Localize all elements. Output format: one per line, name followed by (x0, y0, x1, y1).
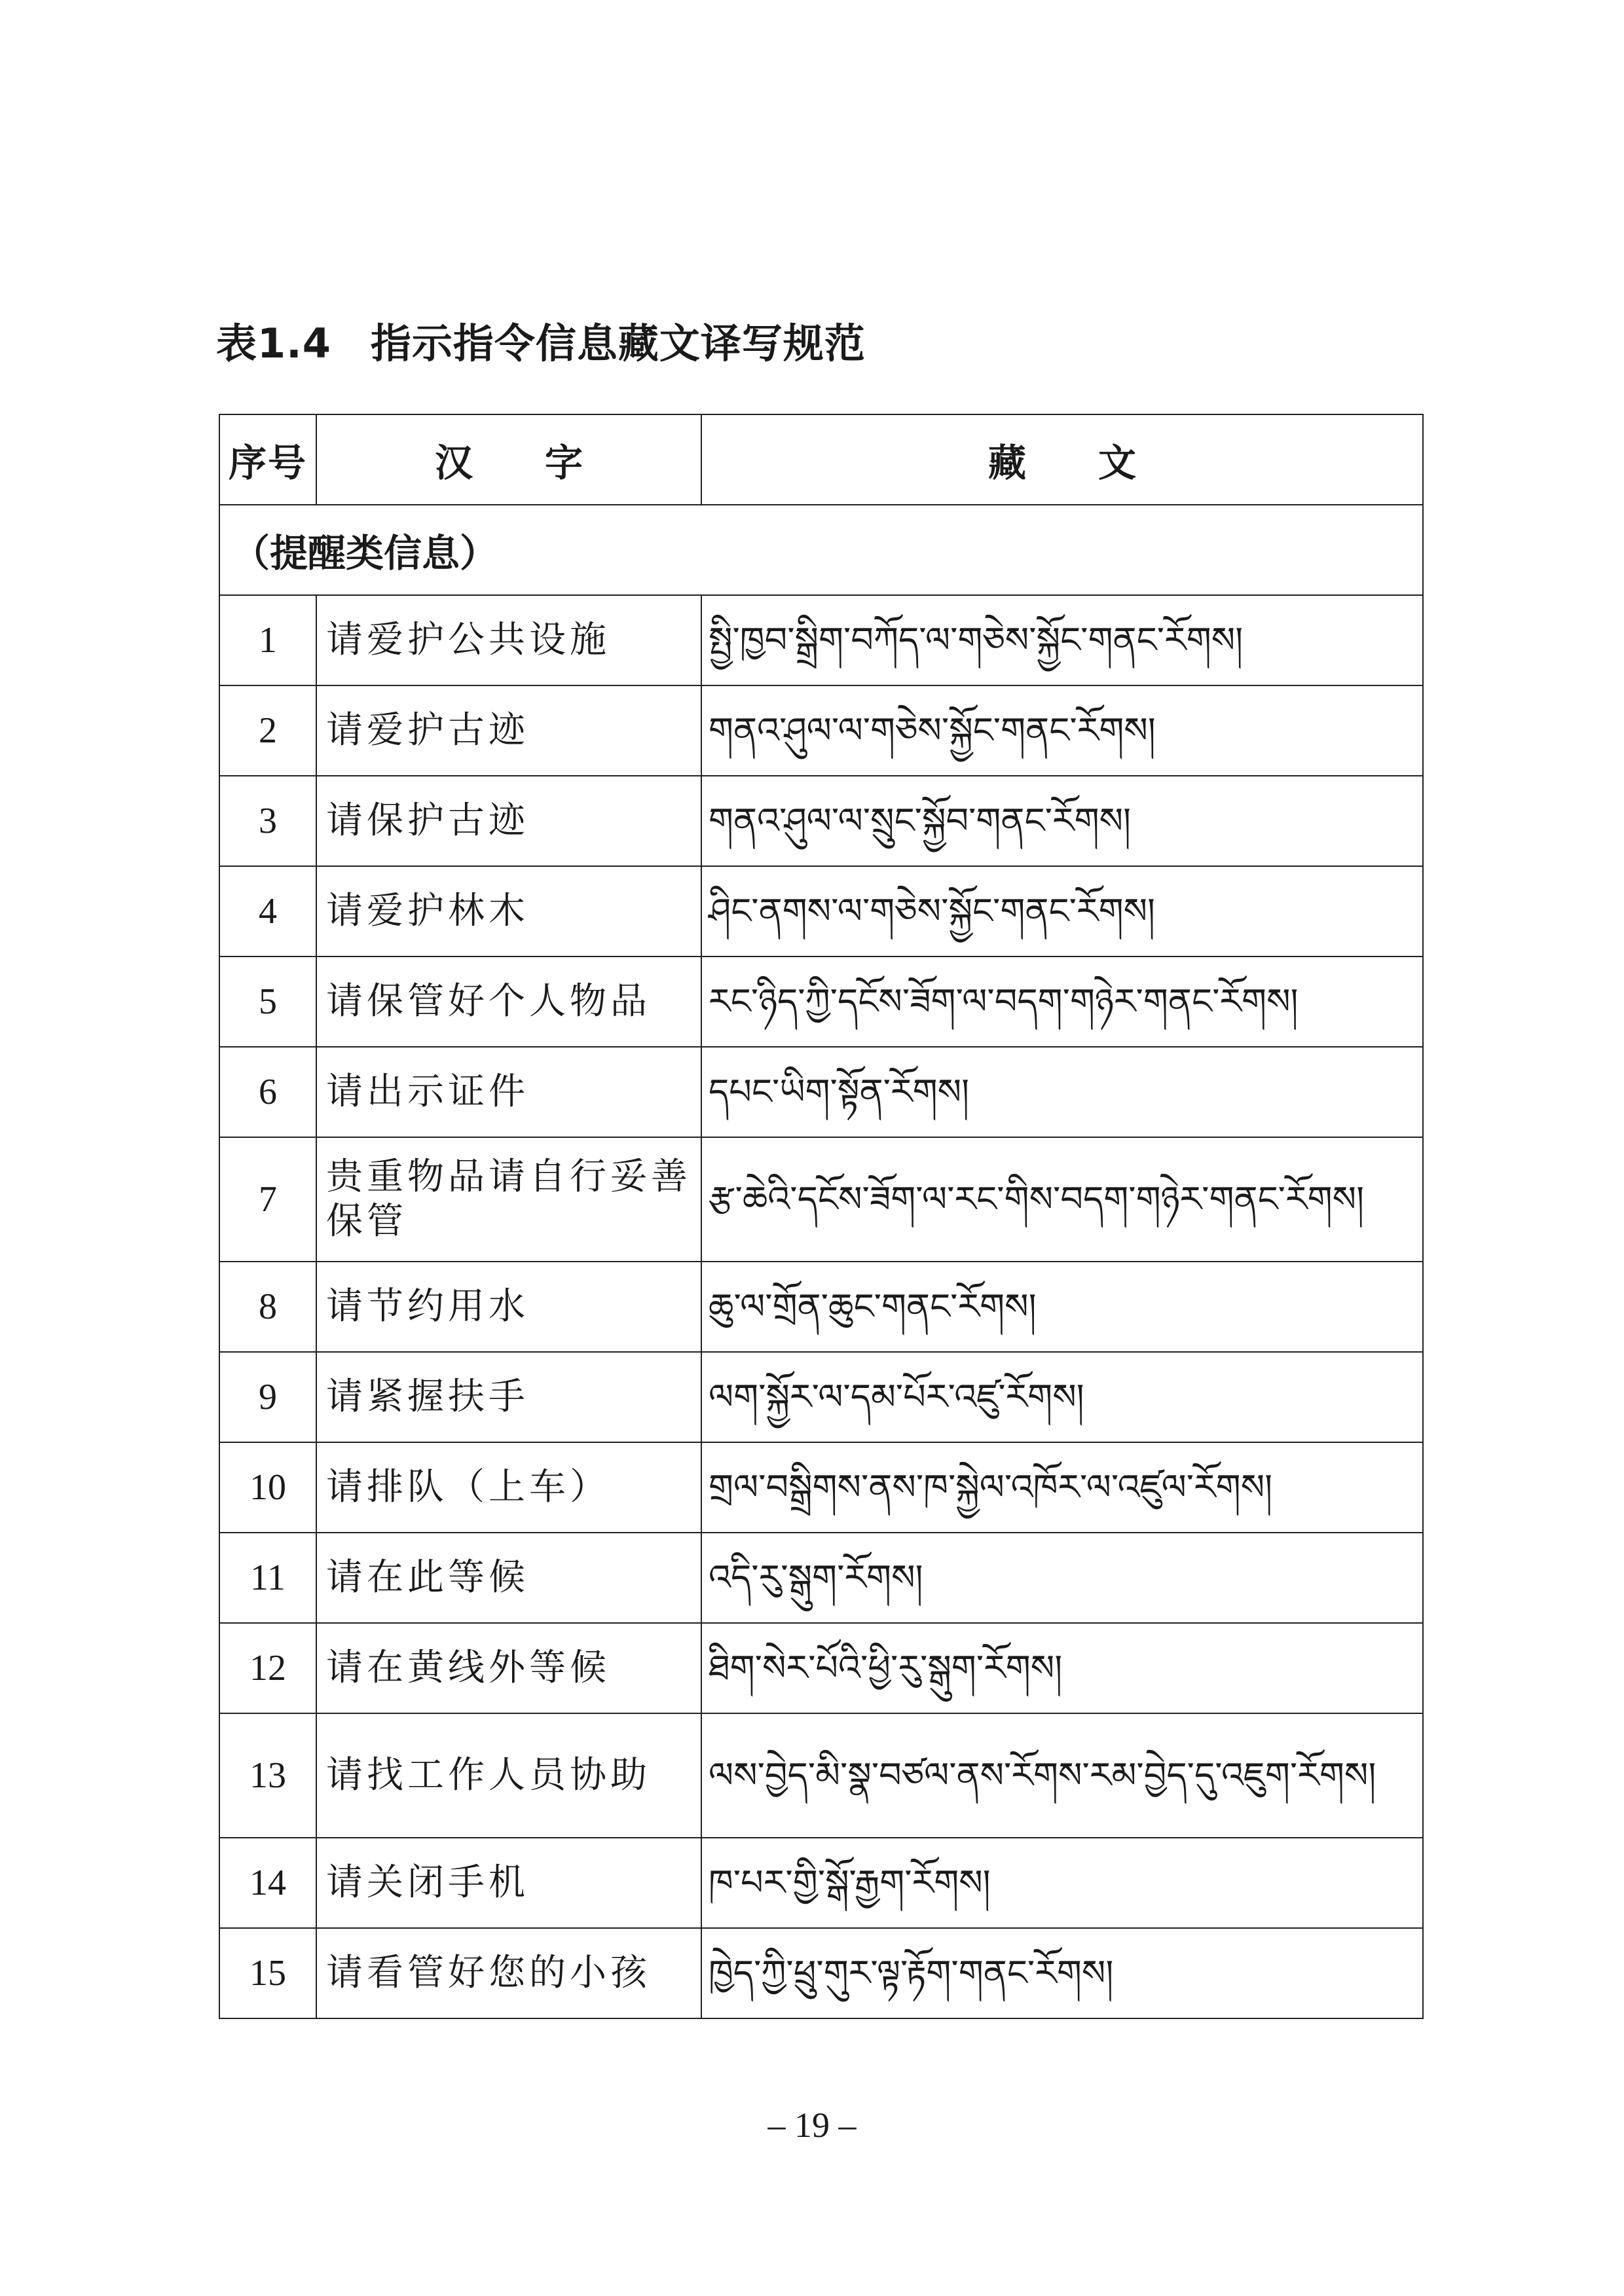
table-row (219, 1623, 1423, 1713)
chinese-text: 请关闭手机 (316, 1838, 701, 1928)
table-row (219, 1928, 1423, 2018)
table-title: 指示指令信息藏文译写规范 (370, 319, 866, 367)
tibetan-text: ལས་བྱེད་མི་སྣ་བཙལ་ནས་རོགས་རམ་བྱེད་དུ་འཇུག་རོགས། (701, 1713, 1423, 1838)
chinese-text: 请看管好您的小孩 (316, 1928, 701, 2018)
chinese-text: 贵重物品请自行妥善保管 (316, 1137, 701, 1262)
tibetan-text: གནའ་ཤུལ་ལ་སྲུང་སྐྱོབ་གནང་རོགས། (701, 776, 1423, 866)
header-number: 序号 (219, 414, 316, 505)
row-number: 10 (219, 1442, 316, 1533)
table-row (219, 1352, 1423, 1442)
chinese-text: 请找工作人员协助 (316, 1713, 701, 1838)
chinese-text: 请爱护林木 (316, 866, 701, 957)
table-row (219, 1047, 1423, 1137)
row-number: 5 (219, 957, 316, 1047)
table-row (219, 1533, 1423, 1623)
tibetan-text: ཤིང་ནགས་ལ་གཅེས་སྐྱོང་གནང་རོགས། (701, 866, 1423, 957)
chinese-text: 请保管好个人物品 (316, 957, 701, 1047)
header-chinese: 汉字 (316, 414, 701, 505)
tibetan-text: སྤྱི་ཁྱབ་སྒྲིག་བཀོད་ལ་གཅེས་སྐྱོང་གནང་རོགས། (701, 595, 1423, 685)
row-number: 1 (219, 595, 316, 685)
table-row (219, 1442, 1423, 1533)
table-row (219, 1713, 1423, 1838)
tibetan-text: ཁ་པར་གྱི་སྒོ་རྒྱག་རོགས། (701, 1838, 1423, 1928)
chinese-text: 请排队（上车） (316, 1442, 701, 1533)
table-header-row (219, 414, 1423, 505)
tibetan-text: གནའ་ཤུལ་ལ་གཅེས་སྐྱོང་གནང་རོགས། (701, 685, 1423, 776)
row-number: 9 (219, 1352, 316, 1442)
category-label: （提醒类信息） (219, 505, 1423, 595)
table-row (219, 1838, 1423, 1928)
row-number: 8 (219, 1262, 316, 1352)
tibetan-text: ཐིག་སེར་པོའི་ཕྱི་རུ་སྒུག་རོགས། (701, 1623, 1423, 1713)
table-caption (216, 311, 866, 369)
table-row (219, 1262, 1423, 1352)
chinese-text: 请爱护古迹 (316, 685, 701, 776)
table-label: 表1.4 (216, 319, 331, 367)
row-number: 12 (219, 1623, 316, 1713)
chinese-text: 请保护古迹 (316, 776, 701, 866)
chinese-text: 请紧握扶手 (316, 1352, 701, 1442)
tibetan-text: ཆུ་ལ་གྲོན་ཆུང་གནང་རོགས། (701, 1262, 1423, 1352)
chinese-text: 请在此等候 (316, 1533, 701, 1623)
chinese-text: 请爱护公共设施 (316, 595, 701, 685)
chinese-text: 请节约用水 (316, 1262, 701, 1352)
row-number: 2 (219, 685, 316, 776)
tibetan-text: དཔང་ཡིག་སྟོན་རོགས། (701, 1047, 1423, 1137)
tibetan-text: ཁྱེད་ཀྱི་ཕྲུ་གུར་ལྟ་རྟོག་གནང་རོགས། (701, 1928, 1423, 2018)
table-row (219, 957, 1423, 1047)
tibetan-text: ལག་སྐྱོར་ལ་དམ་པོར་འཛུ་རོགས། (701, 1352, 1423, 1442)
header-tibetan: 藏文 (701, 414, 1423, 505)
table-row (219, 866, 1423, 957)
table-row (219, 776, 1423, 866)
table-row (219, 595, 1423, 685)
chinese-text: 请在黄线外等候 (316, 1623, 701, 1713)
tibetan-text: རྩ་ཆེའི་དངོས་ཟོག་ལ་རང་གིས་བདག་གཉེར་གནང་རོགས། (701, 1137, 1423, 1262)
row-number: 13 (219, 1713, 316, 1838)
chinese-text: 请出示证件 (316, 1047, 701, 1137)
translation-spec-table (219, 414, 1424, 2019)
category-row (219, 505, 1423, 595)
row-number: 11 (219, 1533, 316, 1623)
tibetan-text: འདི་རུ་སྒུག་རོགས། (701, 1533, 1423, 1623)
row-number: 15 (219, 1928, 316, 2018)
table-row (219, 685, 1423, 776)
row-number: 4 (219, 866, 316, 957)
row-number: 14 (219, 1838, 316, 1928)
table-row (219, 1137, 1423, 1262)
row-number: 6 (219, 1047, 316, 1137)
page-number: – 19 – (767, 2105, 857, 2145)
row-number: 3 (219, 776, 316, 866)
tibetan-text: རང་ཉིད་ཀྱི་དངོས་ཟོག་ལ་བདག་གཉེར་གནང་རོགས། (701, 957, 1423, 1047)
row-number: 7 (219, 1137, 316, 1262)
tibetan-text: གྲལ་བསྒྲིགས་ནས་ཁ་སྐྱེལ་འཁོར་ལ་འཛུལ་རོགས། (701, 1442, 1423, 1533)
